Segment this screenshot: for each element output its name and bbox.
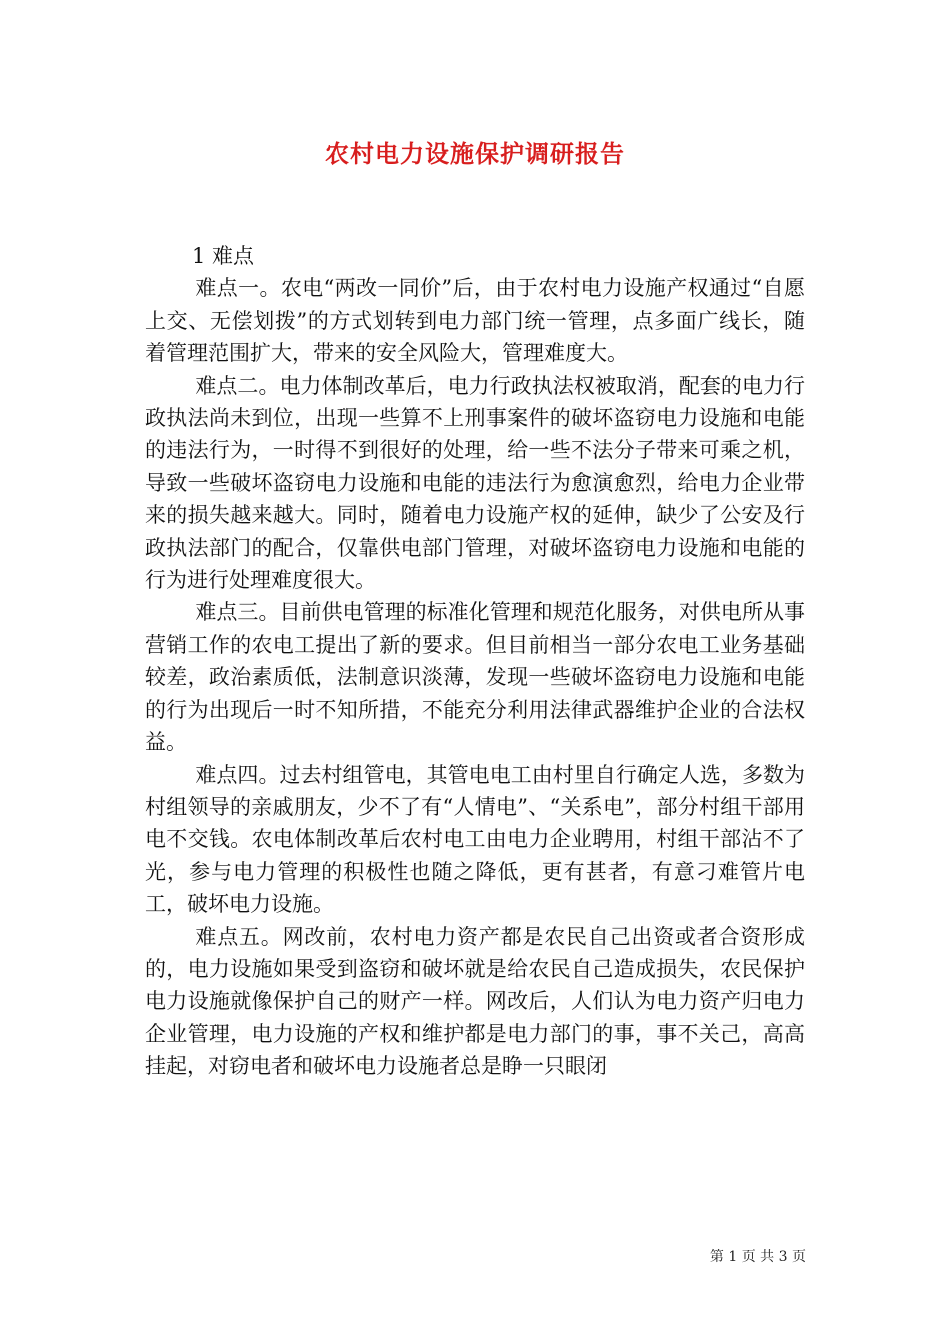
paragraph-difficulty-3: 难点三。目前供电管理的标准化管理和规范化服务，对供电所从事营销工作的农电工提出了新的要求。但目前相当一部分农电工业务基础较差，政治素质低，法制意识淡薄，发现一些破坏盗窃电力设施和电能的行为出现后一时不知所措，不能充分利用法律武器维护企业的合法权益。 [145,600,805,755]
paragraph-difficulty-2: 难点二。电力体制改革后，电力行政执法权被取消，配套的电力行政执法尚未到位，出现一些算不上刑事案件的破坏盗窃电力设施和电能的违法行为，一时得不到很好的处理，给一些不法分子带来可乘之机，导致一些破坏盗窃电力设施和电能的违法行为愈演愈烈，给电力企业带来的损失越来越大。同时，随着电力设施产权的延伸，缺少了公安及行政执法部门的配合，仅靠供电部门管理，对破坏盗窃电力设施和电能的行为进行处理难度很大。 [145,373,805,593]
page-footer: 第 1 页 共 3 页 [709,1249,806,1265]
document-body [145,240,805,1083]
section-heading: 1 难点 [192,244,255,268]
paragraph-difficulty-5: 难点五。网改前，农村电力资产都是农民自己出资或者合资形成的，电力设施如果受到盗窃和破坏就是给农民自己造成损失，农民保护电力设施就像保护自己的财产一样。网改后，人们认为电力资产归电力企业管理，电力设施的产权和维护都是电力部门的事，事不关己，高高挂起，对窃电者和破坏电力设施者总是睁一只眼闭 [145,924,805,1079]
paragraph-difficulty-1: 难点一。农电“两改一同价”后，由于农村电力设施产权通过“自愿上交、无偿划拨”的方式划转到电力部门统一管理，点多面广线长，随着管理范围扩大，带来的安全风险大，管理难度大。 [145,276,805,366]
paragraph-difficulty-4: 难点四。过去村组管电，其管电电工由村里自行确定人选，多数为村组领导的亲戚朋友，少不了有“人情电”、“关系电”，部分村组干部用电不交钱。农电体制改革后农村电工由电力企业聘用，村组干部沾不了光，参与电力管理的积极性也随之降低，更有甚者，有意刁难管片电工，破坏电力设施。 [145,762,805,917]
document-title: 农村电力设施保护调研报告 [325,139,625,168]
